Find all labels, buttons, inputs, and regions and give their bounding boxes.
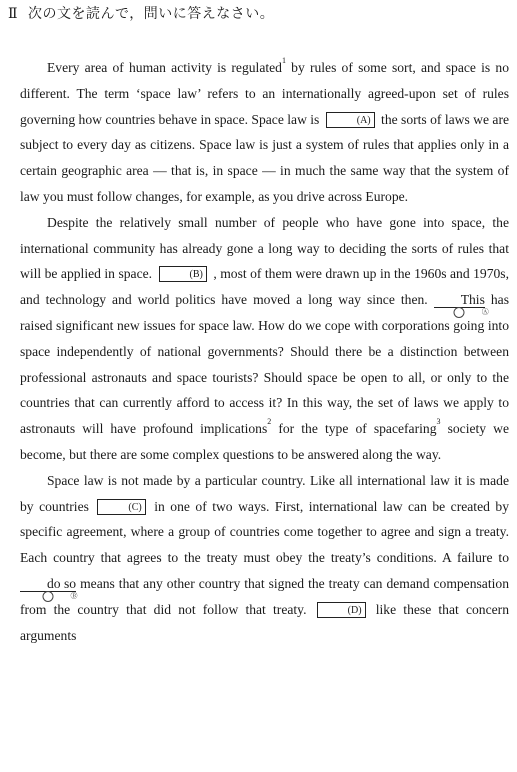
- p1-text-2: by rules of some sort, and space is no different. The term ‘space law’ refers to an internationally agreed-upon set of rules governing how countries behave in space. Space law is: [20, 60, 509, 127]
- section-instruction: 次の文を読んで，問いに答えなさい。: [28, 7, 275, 22]
- blank-box-c[interactable]: (C): [97, 499, 145, 515]
- circled-letter-b: Ⓑ: [43, 591, 54, 602]
- p2-text-2: , most of them were drawn up in the 1960s and 1970s, and technology and world politics have moved a long way since then.: [20, 266, 509, 308]
- paragraph-2: [20, 210, 509, 468]
- circled-letter-a: Ⓐ: [454, 307, 465, 318]
- section-number: Ⅱ: [8, 7, 19, 22]
- paragraph-3: [20, 468, 509, 649]
- p3-text-3: means that any other country that signed the treaty can demand compensation from the country that did not follow that treaty.: [20, 575, 509, 617]
- p2-text-4: for the type of spacefaring: [271, 421, 437, 437]
- blank-box-d[interactable]: (D): [317, 602, 366, 618]
- p3-text-4: like these that concern arguments: [20, 601, 509, 643]
- underline-b-text: do so: [47, 575, 77, 591]
- p2-text-3: has raised significant new issues for space law. How do we cope with corporations going into space independently of national governments? Should there be a distinction between professional astronauts and space tourists? Should space be open to all, or only to the countries that can currently afford to access it? In this way, the set of laws we apply to astronauts will have profound implications: [20, 292, 509, 437]
- p3-text-1: Space law is not made by a particular country. Like all international law it is made by countries: [20, 472, 509, 514]
- footnote-marker-1: 1: [281, 56, 286, 65]
- underline-a-text: This: [460, 292, 485, 308]
- p3-text-2: in one of two ways. First, international law can be created by specific agreement, where a group of countries come together to agree and sign a treaty. Each country that agrees to the treaty must obey the treaty’s conditions. A failure to: [20, 498, 509, 566]
- underlined-phrase-a: [434, 292, 489, 317]
- p1-text-1: Every area of human activity is regulated: [47, 60, 282, 75]
- footnote-marker-3: 3: [436, 417, 441, 427]
- section-heading: [8, 6, 509, 24]
- p2-text-5: society we become, but there are some complex questions to be answered along the way.: [20, 421, 510, 462]
- p2-text-1: Despite the relatively small number of people who have gone into space, the international community has already gone a long way to deciding the sorts of rules that will be applied in space.: [20, 214, 509, 282]
- underlined-phrase-b: [20, 575, 78, 600]
- blank-box-b[interactable]: (B): [159, 266, 207, 282]
- footnote-marker-2: 2: [267, 417, 272, 427]
- paragraph-1: [20, 55, 509, 210]
- p1-text-3: the sorts of laws we are subject to every day as citizens. Space law is just a system of rules that applies only in a certain geographic area — that is, in space — in much the same way that the system of law you must follow changes, for example, as you drive across Europe.: [20, 111, 510, 204]
- blank-box-a[interactable]: (A): [326, 112, 375, 128]
